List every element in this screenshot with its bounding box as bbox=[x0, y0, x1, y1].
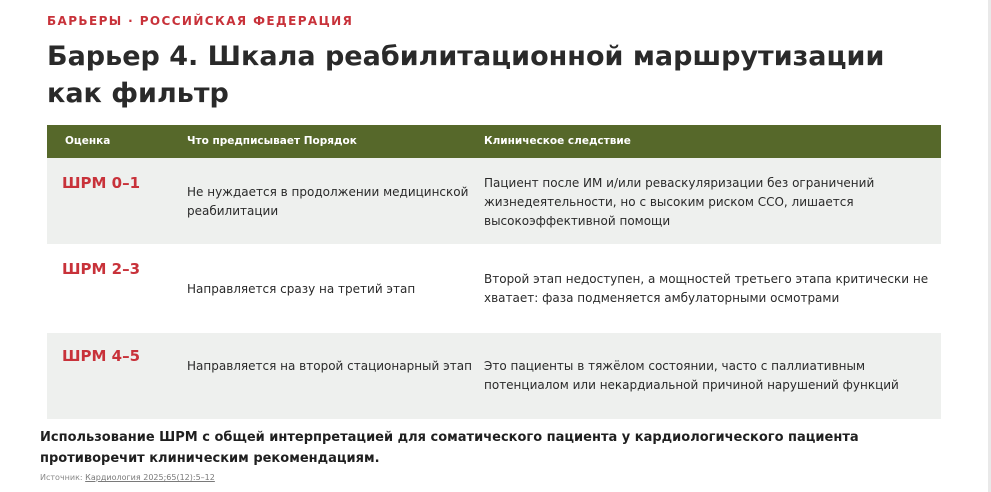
table-row bbox=[47, 158, 941, 244]
table-row bbox=[47, 244, 941, 333]
order-cell: Направляется сразу на третий этап bbox=[187, 282, 416, 296]
consequence-cell: Пациент после ИМ и/или реваскуляризации без ограничений жизнедеятельности, но с высоким риском ССО, лишается высокоэффективной помощи bbox=[484, 176, 875, 228]
consequence-cell: Второй этап недоступен, а мощностей третьего этапа критически не хватает: фаза подменяется амбулаторными осмотрами bbox=[484, 272, 929, 305]
grade-label: ШРМ 0–1 bbox=[62, 174, 141, 192]
source-label: Источник: bbox=[40, 473, 83, 482]
grade-label: ШРМ 2–3 bbox=[62, 260, 141, 278]
page-title: Барьер 4. Шкала реабилитационной маршрутизации как фильтр bbox=[47, 41, 885, 109]
source-citation bbox=[40, 473, 215, 482]
section-kicker: БАРЬЕРЫ · РОССИЙСКАЯ ФЕДЕРАЦИЯ bbox=[47, 14, 354, 28]
order-cell: Не нуждается в продолжении медицинской реабилитации bbox=[187, 185, 469, 218]
order-cell: Направляется на второй стационарный этап bbox=[187, 359, 472, 373]
source-link[interactable]: Кардиология 2025;65(12):5–12 bbox=[85, 473, 215, 482]
grade-label: ШРМ 4–5 bbox=[62, 347, 141, 365]
column-header-order: Что предписывает Порядок bbox=[187, 135, 357, 147]
footer-note: Использование ШРМ с общей интерпретацией для соматического пациента у кардиологического пациента противоречит клиническим рекомендациям. bbox=[40, 430, 859, 466]
shrm-table bbox=[47, 125, 941, 419]
column-header-grade: Оценка bbox=[65, 135, 111, 147]
table-header bbox=[47, 125, 941, 158]
consequence-cell: Это пациенты в тяжёлом состоянии, часто с паллиативным потенциалом или некардиальной причиной нарушений функций bbox=[484, 359, 899, 392]
table-row bbox=[47, 333, 941, 419]
column-header-consequence: Клиническое следствие bbox=[484, 135, 631, 147]
